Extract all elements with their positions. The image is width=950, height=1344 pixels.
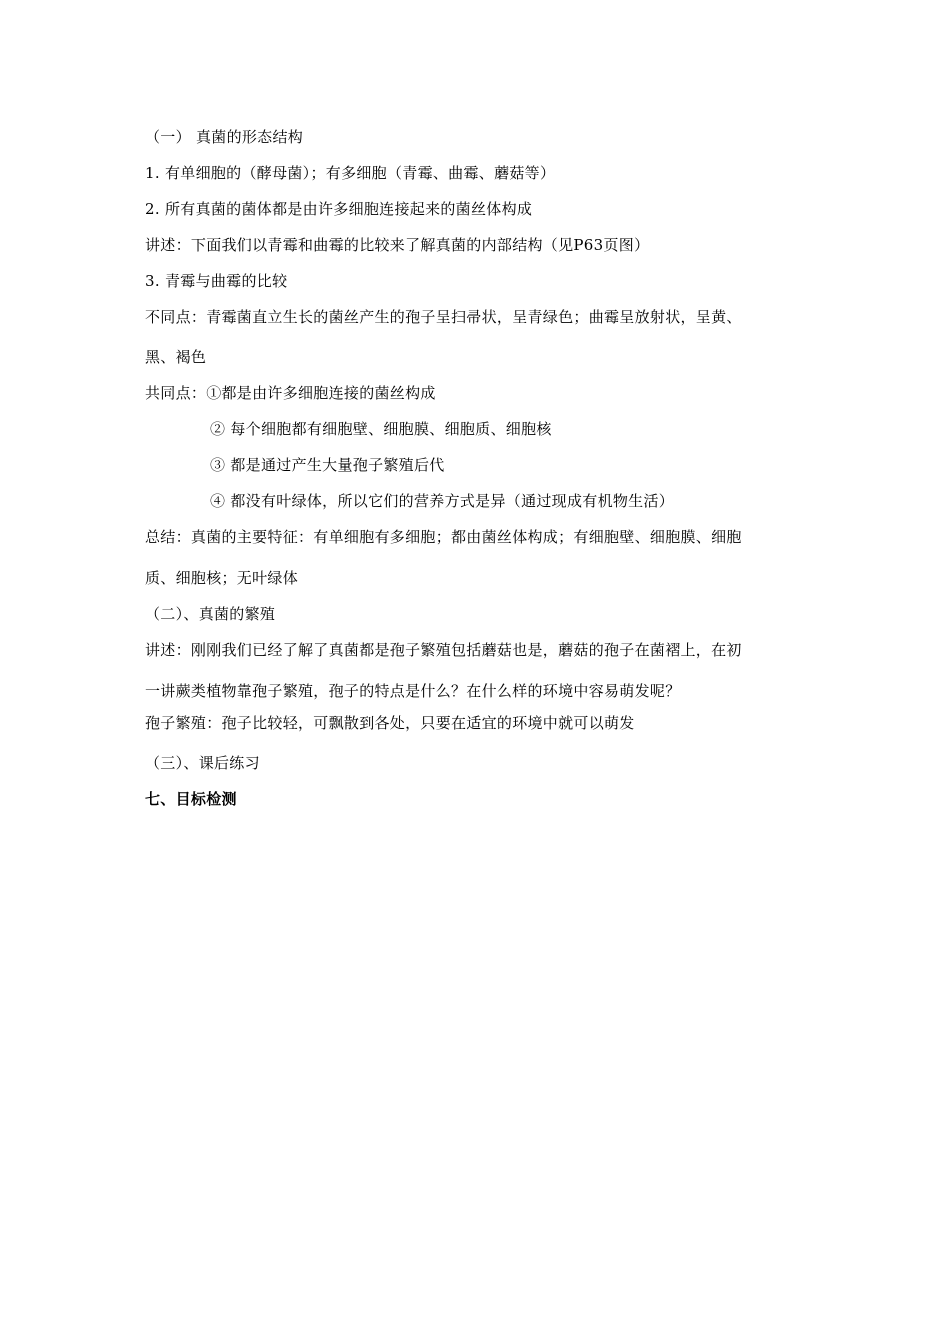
paragraph-line: 1. 有单细胞的（酵母菌）；有多细胞（青霉、曲霉、蘑菇等） — [145, 164, 556, 182]
paragraph-line: 总结：真菌的主要特征：有单细胞有多细胞；都由菌丝体构成；有细胞壁、细胞膜、细胞 — [145, 528, 742, 546]
list-item: ③ 都是通过产生大量孢子繁殖后代 — [210, 456, 445, 474]
list-item: ④ 都没有叶绿体，所以它们的营养方式是异（通过现成有机物生活） — [210, 492, 675, 510]
list-item: ② 每个细胞都有细胞壁、细胞膜、细胞质、细胞核 — [210, 420, 552, 438]
section-heading-morphology: （一） 真菌的形态结构 — [145, 128, 304, 146]
section-heading-reproduction: （二）、真菌的繁殖 — [145, 605, 276, 623]
paragraph-line: 3. 青霉与曲霉的比较 — [145, 272, 288, 290]
paragraph-line: 讲述：下面我们以青霉和曲霉的比较来了解真菌的内部结构（见P63页图） — [145, 236, 650, 254]
paragraph-line: 黑、褐色 — [145, 348, 207, 366]
section-heading-assessment: 七、目标检测 — [145, 790, 237, 808]
paragraph-line: 质、细胞核；无叶绿体 — [145, 569, 299, 587]
paragraph-line: 孢子繁殖：孢子比较轻，可飘散到各处，只要在适宜的环境中就可以萌发 — [145, 714, 635, 732]
paragraph-line: 共同点：①都是由许多细胞连接的菌丝构成 — [145, 384, 436, 402]
paragraph-line: 讲述：刚刚我们已经了解了真菌都是孢子繁殖包括蘑菇也是，蘑菇的孢子在菌褶上，在初 — [145, 641, 742, 659]
paragraph-line: 一讲蕨类植物靠孢子繁殖，孢子的特点是什么？在什么样的环境中容易萌发呢？ — [145, 682, 681, 700]
paragraph-line: 不同点：青霉菌直立生长的菌丝产生的孢子呈扫帚状，呈青绿色；曲霉呈放射状，呈黄、 — [145, 308, 742, 326]
section-heading-exercises: （三）、课后练习 — [145, 754, 260, 772]
paragraph-line: 2. 所有真菌的菌体都是由许多细胞连接起来的菌丝体构成 — [145, 200, 533, 218]
